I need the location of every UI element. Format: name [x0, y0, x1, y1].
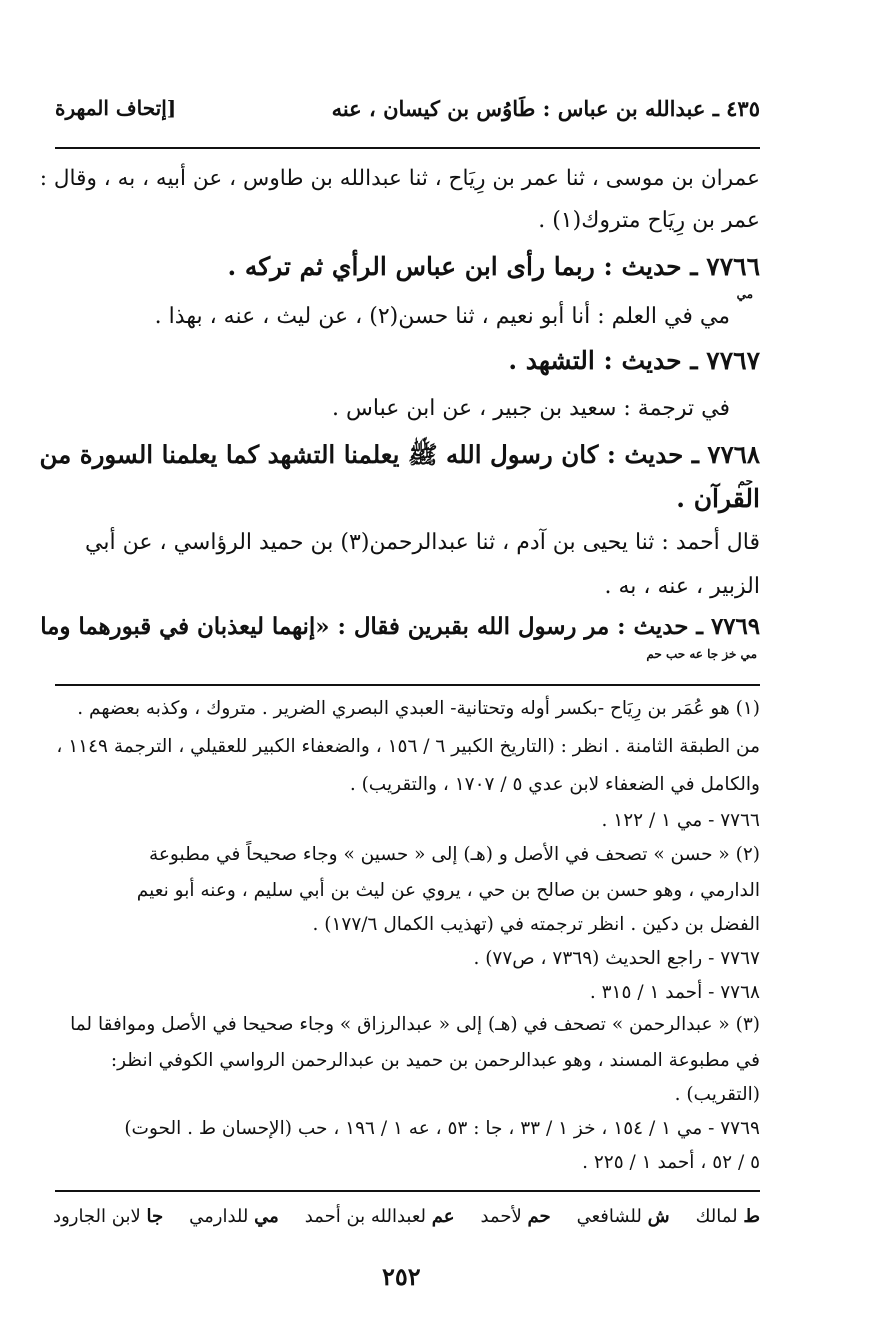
footnote-2-line-3: الفضل بن دكين . انظر ترجمته في (تهذيب الكمال ١٧٧/٦) . [312, 914, 760, 935]
sigla-footer [53, 1206, 760, 1227]
footnote-3-line-1: (٣) « عبدالرحمن » تصحف في (هـ) إلى « عبدالرزاق » وجاء صحيحا في الأصل وموافقا لما [70, 1014, 760, 1035]
body-line-3: مي في العلم : أنا أبو نعيم ، ثنا حسن(٢) ، عن ليث ، عنه ، بهذا . [154, 304, 730, 329]
body-line-4: في ترجمة : سعيد بن جبير ، عن ابن عباس . [332, 396, 730, 421]
hadith-7768-siglum: حم [737, 474, 753, 488]
hadith-7766-heading: ٧٧٦٦ ـ حديث : ربما رأى ابن عباس الرأي ثم تركه . [227, 252, 760, 281]
body-line-6: الزبير ، عنه ، به . [604, 574, 760, 599]
hadith-7769-sigla: مي خز جا عه حب حم [646, 647, 757, 661]
body-line-5: قال أحمد : ثنا يحيى بن آدم ، ثنا عبدالرحمن(٣) بن حميد الرؤاسي ، عن أبي [85, 530, 760, 555]
ref-7769-line-2: ٥ / ٥٢ ، أحمد ١ / ٢٢٥ . [582, 1152, 760, 1173]
siglum-ahmad: حم لأحمد [480, 1206, 551, 1227]
siglum-ibn-jarud: جا لابن الجارود [53, 1206, 164, 1227]
body-line-2: عمر بن رِيَاح متروك(١) . [538, 208, 760, 233]
footnote-3-line-2: في مطبوعة المسند ، وهو عبدالرحمن بن حميد بن عبدالرحمن الرواسي الكوفي انظر: [110, 1050, 760, 1071]
ref-7767: ٧٧٦٧ - راجع الحديث (٧٣٦٩ ، ص٧٧) . [473, 948, 760, 969]
hadith-7766-siglum: مي [736, 287, 753, 301]
footnote-3-line-3: (التقريب) . [674, 1084, 760, 1105]
siglum-shafii: ش للشافعي [576, 1206, 670, 1227]
ref-7769-line-1: ٧٧٦٩ - مي ١ / ١٥٤ ، خز ١ / ٣٣ ، جا : ٥٣ ، عه ١ / ١٩٦ ، حب (الإحسان ط . الحوت) [124, 1118, 760, 1139]
body-line-1: عمران بن موسى ، ثنا عمر بن رِيَاح ، ثنا عبدالله بن طاوس ، عن أبيه ، به ، وقال : [39, 166, 760, 191]
siglum-malik: ط لمالك [695, 1206, 760, 1227]
hadith-7767-heading: ٧٧٦٧ ـ حديث : التشهد . [508, 346, 760, 375]
hadith-7768-heading-cont: القرآن . [676, 484, 760, 513]
footnote-1-line-3: والكامل في الضعفاء لابن عدي ٥ / ١٧٠٧ ، والتقريب) . [349, 774, 760, 795]
book-title: [إتحاف المهرة [55, 96, 177, 120]
hadith-7768-heading: ٧٧٦٨ ـ حديث : كان رسول الله ﷺ يعلمنا التشهد كما يعلمنا السورة من [39, 440, 760, 469]
header-rule [55, 147, 760, 149]
sigla-rule [55, 1190, 760, 1192]
footnote-1-line-1: (١) هو عُمَر بن رِيَاح -بكسر أوله وتحتانية- العبدي البصري الضرير . متروك ، وكذبه بعضهم . [77, 698, 760, 719]
footnote-2-line-1: (٢) « حسن » تصحف في الأصل و (هـ) إلى « حسين » وجاء صحيحاً في مطبوعة [148, 844, 760, 865]
footnote-2-line-2: الدارمي ، وهو حسن بن صالح بن حي ، يروي عن ليث بن أبي سليم ، وعنه أبو نعيم [136, 880, 760, 901]
siglum-darimi: مي للدارمي [189, 1206, 279, 1227]
footnote-1-line-2: من الطبقة الثامنة . انظر : (التاريخ الكبير ٦ / ١٥٦ ، والضعفاء الكبير للعقيلي ، الترجمة ١١٤٩ ، [56, 736, 760, 757]
page-number: ٢٥٢ [382, 1262, 421, 1291]
footnote-rule [55, 684, 760, 686]
ref-7766: ٧٧٦٦ - مي ١ / ١٢٢ . [601, 810, 760, 831]
ref-7768: ٧٧٦٨ - أحمد ١ / ٣١٥ . [589, 982, 760, 1003]
siglum-abdullah: عم لعبدالله بن أحمد [304, 1206, 455, 1227]
hadith-7769-heading: ٧٧٦٩ ـ حديث : مر رسول الله بقبرين فقال : «إنهما ليعذبان في قبورهما وما [40, 614, 760, 640]
running-title: ٤٣٥ ـ عبدالله بن عباس : طَاوُس بن كيسان ، عنه [331, 96, 760, 121]
